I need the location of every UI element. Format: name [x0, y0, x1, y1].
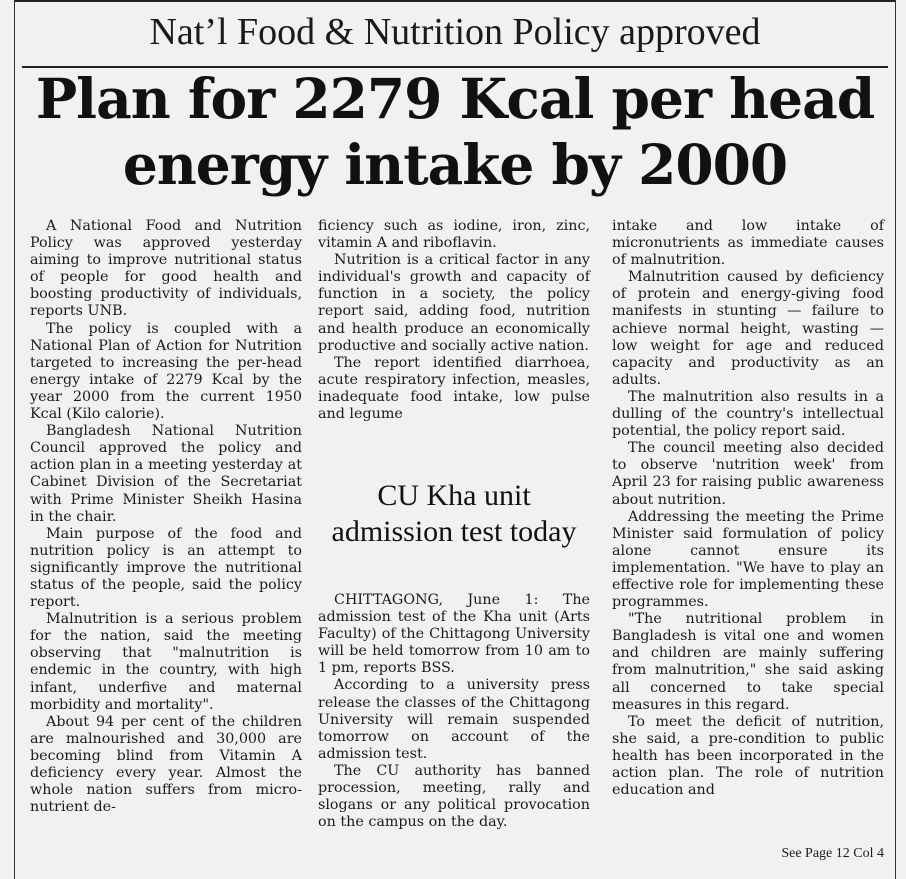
left-border	[14, 0, 15, 879]
paragraph: According to a university press release the classes of the Chittagong University will remain suspended tomorrow on account of the admission test.	[318, 677, 590, 762]
side-story-body	[318, 592, 590, 831]
main-headline	[22, 66, 888, 198]
paragraph: Malnutrition is a serious problem for the nation, said the meeting observing that "malnutrition is endemic in the country, with high infant, underfive and maternal morbidity and mortality".	[30, 611, 302, 713]
right-border	[895, 0, 896, 879]
paragraph: Addressing the meeting the Prime Minister said formulation of policy alone cannot ensure its implementation. "We have to play an effective role for implementing these programmes.	[612, 508, 884, 611]
paragraph: The council meeting also decided to observe 'nutrition week' from April 23 for raising public awareness about nutrition.	[612, 440, 884, 508]
story-column-3	[612, 218, 884, 799]
side-story-headline: CU Kha unit admission test today	[331, 479, 577, 548]
paragraph: About 94 per cent of the children are malnourished and 30,000 are becoming blind from Vitamin A deficiency every year. Almost the whole nation suffers from micro-nutrient de-	[30, 713, 302, 816]
headline-line-1: Plan for 2279 Kcal per head	[35, 66, 875, 131]
paragraph: Nutrition is a critical factor in any individual's growth and capacity of function in a society, the policy report said, adding food, nutrition and health produce an economically productive and socially active nation.	[318, 252, 590, 354]
kicker-headline: Nat’l Food & Nutrition Policy approved	[149, 11, 761, 53]
paragraph: The malnutrition also results in a dulling of the country's intellectual potential, the policy report said.	[612, 388, 884, 440]
paragraph: Bangladesh National Nutrition Council approved the policy and action plan in a meeting yesterday at Cabinet Division of the Secretariat with Prime Minister Sheikh Hasina in the chair.	[30, 423, 302, 525]
paragraph: Malnutrition caused by deficiency of protein and energy-giving food manifests in stunting — failure to achieve normal height, wasting — low weight for age and reduced capacity and productivity as an adults.	[612, 269, 884, 388]
paragraph: To meet the deficit of nutrition, she said, a pre-condition to public health has been incorporated in the action plan. The role of nutrition education and	[612, 713, 884, 799]
story-column-1	[30, 218, 302, 816]
paragraph: CHITTAGONG, June 1: The admission test of the Kha unit (Arts Faculty) of the Chittagong University will be held tomorrow from 10 am to 1 pm, reports BSS.	[318, 592, 590, 677]
paragraph: "The nutritional problem in Bangladesh is vital one and women and children are mainly suffering from malnutrition," she said asking all concerned to take special measures in this regard.	[612, 611, 884, 713]
paragraph: The policy is coupled with a National Plan of Action for Nutrition targeted to increasing the per-head energy intake of 2279 Kcal by the year 2000 from the current 1950 Kcal (Kilo calorie).	[30, 320, 302, 423]
headline-line-2: energy intake by 2000	[122, 132, 788, 197]
paragraph: Main purpose of the food and nutrition policy is an attempt to significantly improve the nutritional status of the people, said the policy report.	[30, 525, 302, 611]
paragraph: The report identified diarrhoea, acute respiratory infection, measles, inadequate food intake, low pulse and legume	[318, 354, 590, 423]
paragraph: ficiency such as iodine, iron, zinc, vitamin A and riboflavin.	[318, 218, 590, 252]
top-border	[14, 0, 896, 2]
story-column-2	[318, 218, 590, 423]
paragraph: A National Food and Nutrition Policy was approved yesterday aiming to improve nutritional status of people for good health and boosting productivity of individuals, reports UNB.	[30, 218, 302, 320]
paragraph: intake and low intake of micronutrients as immediate causes of malnutrition.	[612, 218, 884, 269]
paragraph: The CU authority has banned procession, meeting, rally and slogans or any political provocation on the campus on the day.	[318, 762, 590, 831]
jump-line: See Page 12 Col 4	[781, 846, 884, 861]
